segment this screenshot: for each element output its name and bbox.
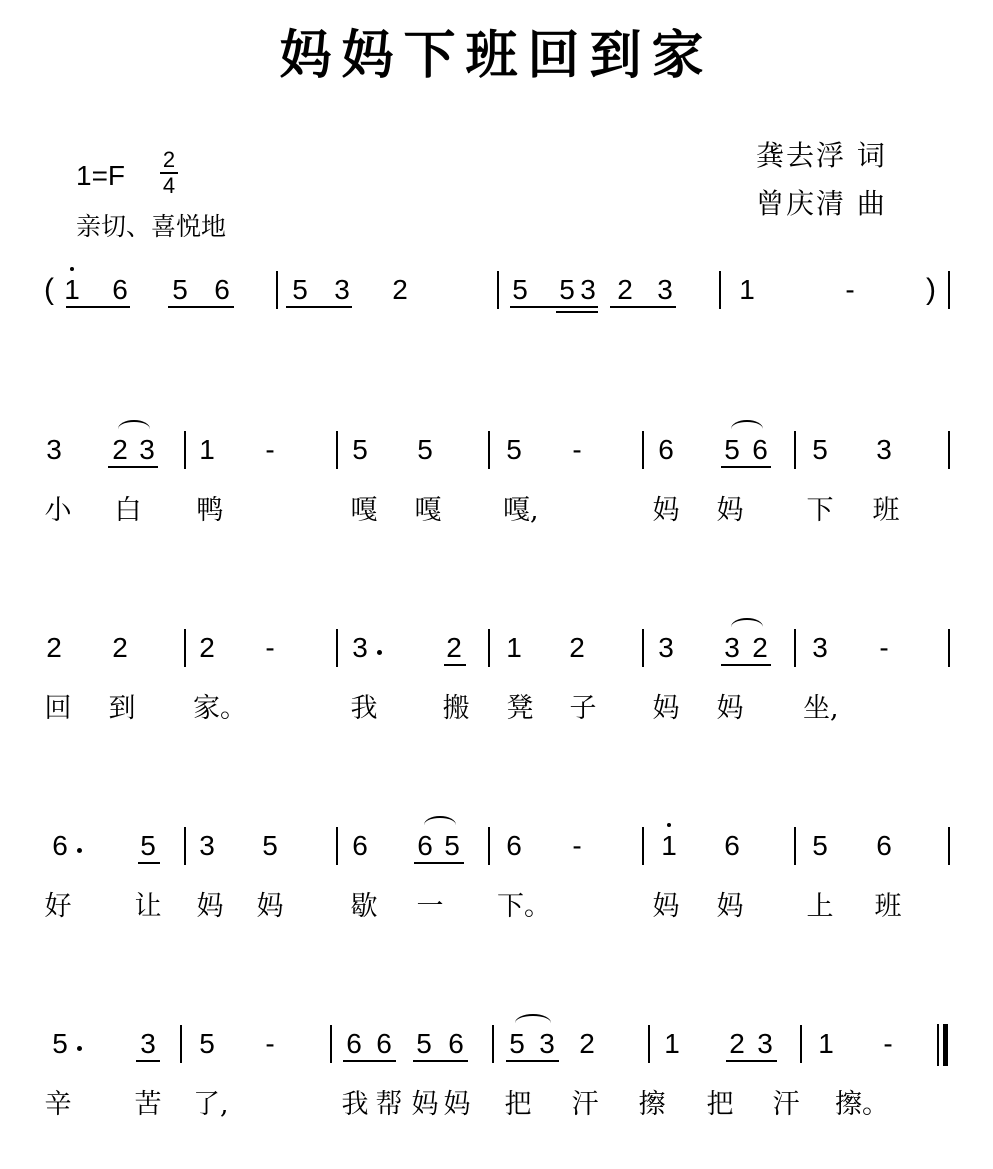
slur-arc xyxy=(515,1014,551,1032)
lyric-char: 回 xyxy=(44,693,72,724)
note: 6 xyxy=(448,1028,464,1059)
beam-underline xyxy=(108,466,158,468)
lyric-char: 妈 xyxy=(652,495,680,526)
lyricist-credit: 龚去浮 词 xyxy=(756,139,887,172)
lyric-char: 好 xyxy=(44,891,72,922)
barline xyxy=(276,271,278,309)
barline xyxy=(492,1025,494,1063)
note: 6 xyxy=(506,830,522,861)
barline xyxy=(642,629,644,667)
lyric-char: 妈 xyxy=(443,1089,471,1120)
beam-underline xyxy=(66,306,130,308)
final-barline xyxy=(943,1024,948,1066)
barline xyxy=(642,827,644,865)
note: - xyxy=(879,632,889,663)
note: - xyxy=(265,434,275,465)
beam-underline xyxy=(414,862,464,864)
lyric-char: 擦 xyxy=(638,1089,666,1120)
note: 6 xyxy=(376,1028,392,1059)
note: 5 xyxy=(812,830,828,861)
barline xyxy=(184,827,186,865)
lyric-char: 班 xyxy=(874,891,902,922)
barline xyxy=(648,1025,650,1063)
lyric-char: 把 xyxy=(706,1089,734,1120)
note: - xyxy=(265,1028,275,1059)
barline xyxy=(184,431,186,469)
octave-dot xyxy=(70,267,74,271)
lyric-char: 把 xyxy=(504,1089,532,1120)
note: 5 xyxy=(506,434,522,465)
note: 6 xyxy=(214,274,230,305)
note: 2 xyxy=(392,274,408,305)
note: 5 xyxy=(352,434,368,465)
lyric-char: 下。 xyxy=(497,891,551,922)
lyric-char: 了, xyxy=(193,1089,229,1120)
note: 6 xyxy=(346,1028,362,1059)
lyric-char: 坐, xyxy=(803,693,839,724)
beam-underline xyxy=(444,664,466,666)
note: 2 xyxy=(446,632,462,663)
note: 5 xyxy=(416,1028,432,1059)
note: 3 xyxy=(334,274,350,305)
lyric-char: 妈 xyxy=(716,693,744,724)
lyric-char: 我 xyxy=(341,1089,369,1120)
slur-arc xyxy=(118,420,150,438)
slur-arc xyxy=(731,618,763,636)
lyric-char: 妈 xyxy=(256,891,284,922)
lyric-char: 凳 xyxy=(506,693,534,724)
note: 5 xyxy=(262,830,278,861)
note: 5 xyxy=(199,1028,215,1059)
time-signature-top: 2 xyxy=(162,147,176,172)
lyric-char: 让 xyxy=(134,891,162,922)
barline xyxy=(488,827,490,865)
parenthesis: ( xyxy=(44,273,54,306)
note: 2 xyxy=(569,632,585,663)
lyric-char: 上 xyxy=(806,891,834,922)
note: 3 xyxy=(139,434,155,465)
lyric-char: 一 xyxy=(416,891,444,922)
note: - xyxy=(265,632,275,663)
augmentation-dot xyxy=(77,848,82,853)
note: 5 xyxy=(52,1028,68,1059)
lyric-char: 班 xyxy=(872,495,900,526)
beam-underline xyxy=(138,862,160,864)
note: 2 xyxy=(112,434,128,465)
beam-underline xyxy=(610,306,676,308)
composer-credit: 曾庆清 曲 xyxy=(756,187,887,220)
lyric-char: 辛 xyxy=(44,1089,72,1120)
barline xyxy=(180,1025,182,1063)
barline xyxy=(497,271,499,309)
key-signature: 1=F xyxy=(76,160,126,191)
lyric-char: 妈 xyxy=(652,891,680,922)
augmentation-dot xyxy=(377,650,382,655)
lyric-char: 嘎 xyxy=(350,495,378,526)
lyric-char: 下 xyxy=(806,495,834,526)
lyric-char: 帮 xyxy=(375,1089,403,1120)
note: 1 xyxy=(64,274,80,305)
augmentation-dot xyxy=(77,1046,82,1051)
note: 1 xyxy=(199,434,215,465)
barline xyxy=(330,1025,332,1063)
barline xyxy=(948,827,950,865)
note: 5 xyxy=(172,274,188,305)
note: 3 xyxy=(876,434,892,465)
time-signature xyxy=(158,148,180,198)
note: 2 xyxy=(579,1028,595,1059)
note: 1 xyxy=(661,830,677,861)
barline xyxy=(794,629,796,667)
note: 2 xyxy=(729,1028,745,1059)
beam-underline xyxy=(413,1060,468,1062)
lyric-char: 搬 xyxy=(442,693,470,724)
barline xyxy=(336,431,338,469)
beam-underline xyxy=(168,306,234,308)
note: 5 xyxy=(292,274,308,305)
lyric-char: 鸭 xyxy=(196,495,224,526)
beam-underline xyxy=(506,1060,559,1062)
beam-underline xyxy=(721,466,771,468)
lyric-char: 到 xyxy=(108,693,136,724)
beam-underline xyxy=(726,1060,777,1062)
lyric-char: 家。 xyxy=(193,693,247,724)
beam-underline xyxy=(136,1060,160,1062)
barline xyxy=(336,827,338,865)
note: 3 xyxy=(812,632,828,663)
note: 6 xyxy=(876,830,892,861)
barline xyxy=(488,431,490,469)
slur-arc xyxy=(424,816,456,834)
note: - xyxy=(572,830,582,861)
barline xyxy=(800,1025,802,1063)
lyric-char: 汗 xyxy=(772,1089,800,1120)
lyric-char: 嘎, xyxy=(503,495,539,526)
note: 5 xyxy=(812,434,828,465)
lyric-char: 妈 xyxy=(716,891,744,922)
barline xyxy=(336,629,338,667)
lyric-char: 歇 xyxy=(350,891,378,922)
lyric-char: 汗 xyxy=(571,1089,599,1120)
barline xyxy=(948,629,950,667)
note: 2 xyxy=(617,274,633,305)
beam-underline xyxy=(286,306,352,308)
parenthesis: ) xyxy=(926,273,936,306)
note: 2 xyxy=(752,632,768,663)
lyric-char: 妈 xyxy=(411,1089,439,1120)
note: 3 xyxy=(352,632,368,663)
note: 2 xyxy=(199,632,215,663)
note: 5 xyxy=(417,434,433,465)
barline xyxy=(184,629,186,667)
note: 6 xyxy=(417,830,433,861)
lyric-char: 白 xyxy=(114,495,142,526)
song-title: 妈妈下班回到家 xyxy=(279,25,714,86)
note: 5 xyxy=(559,274,575,305)
note: 5 xyxy=(512,274,528,305)
note: 2 xyxy=(112,632,128,663)
note: 6 xyxy=(52,830,68,861)
lyric-char: 擦。 xyxy=(835,1089,889,1120)
note: 5 xyxy=(140,830,156,861)
barline xyxy=(719,271,721,309)
barline xyxy=(937,1024,939,1066)
note: 3 xyxy=(724,632,740,663)
note: 6 xyxy=(724,830,740,861)
lyric-char: 苦 xyxy=(134,1089,162,1120)
lyric-char: 妈 xyxy=(196,891,224,922)
barline xyxy=(642,431,644,469)
note: 6 xyxy=(352,830,368,861)
barline xyxy=(948,271,950,309)
beam-underline xyxy=(510,306,598,308)
lyric-char: 妈 xyxy=(652,693,680,724)
note: 1 xyxy=(664,1028,680,1059)
note: 5 xyxy=(444,830,460,861)
beam-underline xyxy=(343,1060,396,1062)
slur-arc xyxy=(731,420,763,438)
note: 1 xyxy=(818,1028,834,1059)
beam-underline xyxy=(721,664,771,666)
note: 5 xyxy=(509,1028,525,1059)
beam-underline-double xyxy=(556,311,598,313)
note: 3 xyxy=(140,1028,156,1059)
barline xyxy=(794,827,796,865)
note: - xyxy=(845,274,855,305)
octave-dot xyxy=(667,823,671,827)
lyric-char: 妈 xyxy=(716,495,744,526)
barline xyxy=(794,431,796,469)
note: 1 xyxy=(506,632,522,663)
tempo-marking: 亲切、喜悦地 xyxy=(76,213,227,241)
note: 3 xyxy=(757,1028,773,1059)
note: 1 xyxy=(739,274,755,305)
note: 3 xyxy=(657,274,673,305)
lyric-char: 嘎 xyxy=(414,495,442,526)
note: 2 xyxy=(46,632,62,663)
note: 6 xyxy=(112,274,128,305)
lyric-char: 小 xyxy=(44,495,72,526)
note: - xyxy=(883,1028,893,1059)
time-signature-bottom: 4 xyxy=(162,173,176,198)
barline xyxy=(948,431,950,469)
note: 3 xyxy=(46,434,62,465)
note: 5 xyxy=(724,434,740,465)
note: 3 xyxy=(199,830,215,861)
lyric-char: 我 xyxy=(350,693,378,724)
note: - xyxy=(572,434,582,465)
note: 3 xyxy=(580,274,596,305)
note: 3 xyxy=(539,1028,555,1059)
lyric-char: 子 xyxy=(569,693,597,724)
barline xyxy=(488,629,490,667)
note: 3 xyxy=(658,632,674,663)
note: 6 xyxy=(658,434,674,465)
note: 6 xyxy=(752,434,768,465)
